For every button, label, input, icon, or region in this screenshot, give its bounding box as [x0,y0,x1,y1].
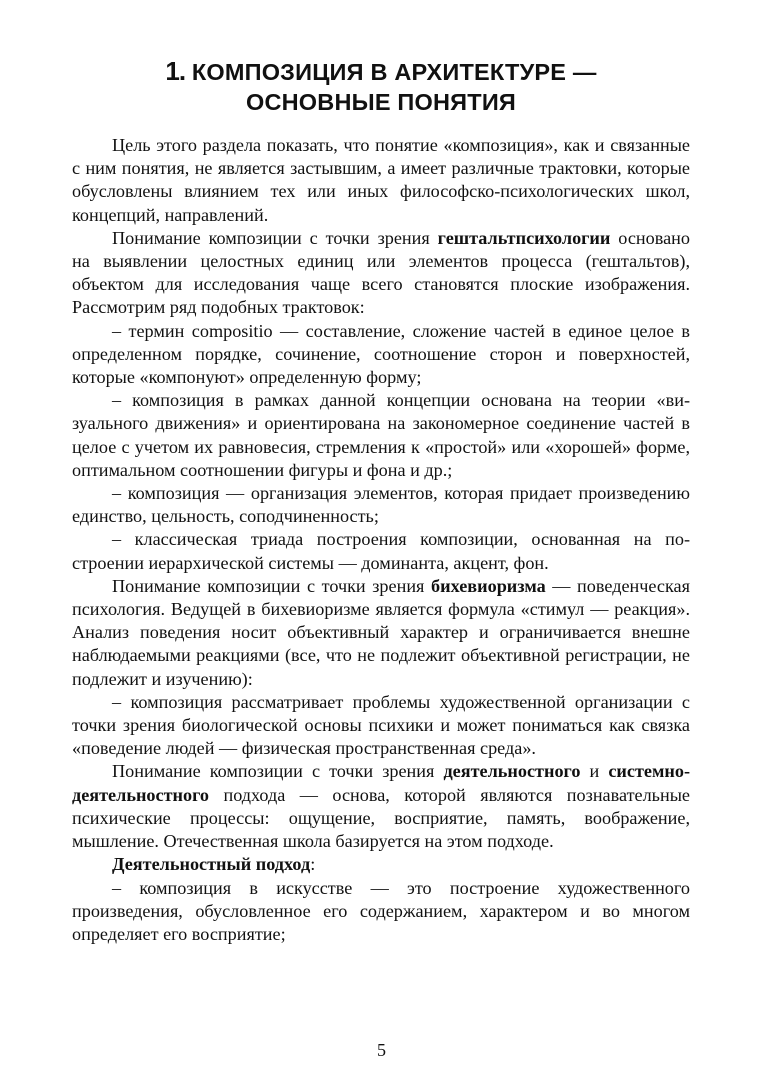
title-line-2: ОСНОВНЫЕ ПОНЯТИЯ [245,89,517,115]
page-title [72,56,690,117]
paragraph: Понимание композиции с точки зрения бихевиоризма — поведенческая психология. Ведущей в бихевиоризме является формула «стимул — реакция». Анализ поведения носит объективный характер и ограничивается внешне наблюдаемыми реакциями (все, что не подлежит объективной регистрации, не подлежит и изучению): [72,575,690,689]
title-line-1: КОМПОЗИЦИЯ В АРХИТЕКТУРЕ — [191,59,597,85]
list-item: – композиция рассматривает проблемы художественной организации с точки зрения биологической основы психики и может пониматься как связка «поведение людей — физическая пространственная среда». [72,691,690,759]
subheading: Деятельностный подход: [112,854,316,875]
list-item: – термин compositio — составление, сложение частей в единое целое в определенном порядке, сочинение, соотношение сторон и поверхностей, которые «компонуют» определенную форму; [72,320,690,388]
bold-term: системно-деятельностного [72,761,691,805]
bold-term: бихевиоризма [431,575,546,596]
list-item: – классическая триада построения композиции, основанная на построении иерархической системы — доминанта, акцент, фон. [72,529,690,573]
paragraph: Цель этого раздела показать, что понятие «композиция», как и связанные с ним понятия, не является застывшим, а имеет различные трактовки, которые обусловлены влиянием тех или иных философско-психологических школ, концепций, направлений. [72,135,690,225]
list-item: – композиция в искусстве — это построение художественного произведения, обусловленное его содержанием, характером и во многом определяет его восприятие; [72,877,690,944]
document-page [72,56,690,946]
title-number: 1. [165,56,186,86]
bold-term: деятельностного [443,761,581,782]
list-item: – композиция в рамках данной концепции основана на теории «визуального движения» и ориентирована на закономерное соединение частей в целое с учетом их равновесия, стремления к «простой» или «хорошей» форме, оптимальном соотношении фигуры и фона и др.; [72,390,690,480]
body-text [72,134,690,946]
paragraph: Понимание композиции с точки зрения деятельностного и системно-деятельностного подхода — основа, которой являются познавательные психические процессы: ощущение, восприятие, память, воображение, мышление. Отечественная школа базируется на этом подходе. [72,761,691,852]
list-item: – композиция — организация элементов, которая придает произведению единство, цельность, соподчиненность; [72,483,690,527]
bold-term: Деятельностный подход [112,854,311,875]
paragraph: Понимание композиции с точки зрения гештальтпсихологии основано на выявлении целостных единиц или элементов процесса (гештальтов), объектом для исследования чаще всего становятся плоские изображения. Рассмотрим ряд подобных трактовок: [72,227,690,318]
page-number: 5 [377,1040,386,1060]
bold-term: гештальтпсихологии [437,227,611,248]
